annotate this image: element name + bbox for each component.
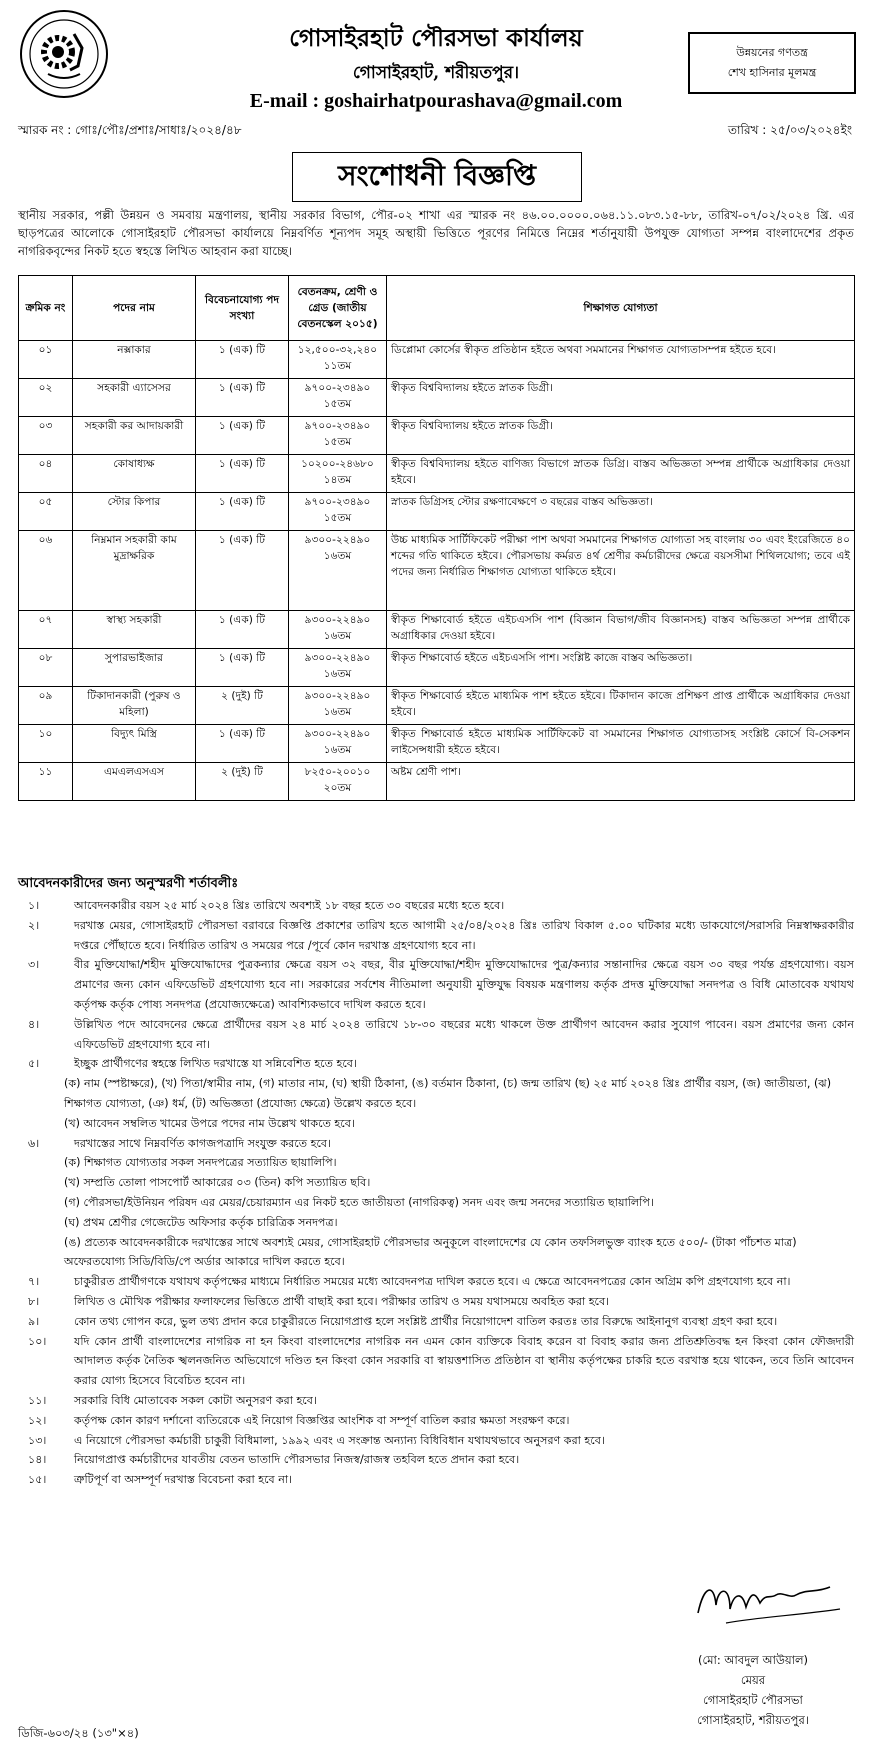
- term-text: ইচ্ছুক প্রার্থীগণের স্বহস্তে লিখিত দরখাস্তে যা সন্নিবেশিত হতে হবে।: [74, 1057, 357, 1071]
- post-name-cell: সহকারী কর আদায়কারী: [73, 417, 196, 455]
- post-name-cell: টিকাদানকারী (পুরুষ ও মহিলা): [73, 687, 196, 725]
- pay-range: ৯৩০০-২২৪৯০: [304, 690, 371, 702]
- serial-cell: ০৩: [19, 417, 73, 455]
- term-number: ১২।: [28, 1413, 47, 1427]
- post-name-cell: নক্সাকার: [73, 341, 196, 379]
- mayor-name: (মো: আবদুল আউয়াল): [697, 1653, 809, 1667]
- term-number: ১৪।: [28, 1453, 47, 1467]
- qualification-cell: উচ্চ মাধ্যমিক সার্টিফিকেট পরীক্ষা পাশ অথবা সমমানের শিক্ষাগত যোগ্যতা সহ বাংলায় ৩০ এবং ইংরেজিতে ৪০ শব্দের গতি থাকিতে হইবে। পৌরসভায় কর্মরত ৪র্থ শ্রেণীর কর্মচারীদের ক্ষেত্রে বয়সসীমা শিথিলযোগ্য; তবে এই পদের জন্য নির্ধারিত শিক্ষাগত যোগ্যতা থাকিতে হইবে।: [387, 531, 855, 611]
- grade: ১৬তম: [323, 744, 352, 756]
- pay-scale-cell: [289, 687, 387, 725]
- grade: ১৬তম: [323, 668, 352, 680]
- term-item: [18, 1272, 854, 1292]
- pay-scale-cell: [289, 341, 387, 379]
- term-item: [18, 916, 854, 956]
- terms-title: আবেদনকারীদের জন্য অনুস্মরণী শর্তাবলীঃ: [18, 876, 239, 891]
- term-sub-item: (ঘ) প্রথম শ্রেণীর গেজেটেড অফিসার কর্তৃক চারিত্রিক সনদপত্র।: [64, 1215, 338, 1229]
- memo-reference: স্মারক নং : গোঃ/পৌঃ/প্রশাঃ/সাধাঃ/২০২৪/৪৮: [18, 123, 242, 137]
- term-text: ত্রুটিপূর্ণ বা অসম্পূর্ণ দরখাস্ত বিবেচনা করা হবে না।: [74, 1473, 293, 1487]
- motto-line-1: উন্নয়নের গণতন্ত্র: [736, 46, 808, 59]
- signature-block: [648, 1650, 858, 1730]
- term-item: [18, 955, 854, 1014]
- pay-range: ১০২০০-২৪৬৮০: [301, 458, 374, 470]
- post-name-cell: সহকারী এ্যাসেসর: [73, 379, 196, 417]
- motto-box: [688, 32, 856, 94]
- serial-cell: ০৬: [19, 531, 73, 611]
- term-sub-item: (গ) পৌরসভা/ইউনিয়ন পরিষদ এর মেয়র/চেয়ারম্যান এর নিকট হতে জাতীয়তা (নাগরিকত্ব) সনদ এবং জন্ম সনদের সত্যায়িত ছায়ালিপি।: [64, 1195, 654, 1209]
- memo-date: তারিখ : ২৫/০৩/২০২৪ইং: [728, 123, 852, 137]
- vacancy-table: [18, 275, 855, 801]
- pay-range: ৯৩০০-২২৪৯০: [304, 534, 371, 546]
- pay-scale-cell: [289, 763, 387, 801]
- mayor-address: গোসাইরহাট, শরীয়তপুর।: [697, 1713, 809, 1727]
- pay-range: ৯৭০০-২৩৪৯০: [304, 382, 371, 394]
- serial-cell: ০২: [19, 379, 73, 417]
- mayor-designation: মেয়র: [740, 1673, 766, 1687]
- term-item: [18, 1411, 854, 1431]
- pay-scale-cell: [289, 493, 387, 531]
- term-text: সরকারি বিধি মোতাবেক সকল কোটা অনুসরণ করা হবে।: [74, 1393, 317, 1407]
- post-count-cell: ১ (এক) টি: [196, 611, 289, 649]
- table-row: [19, 531, 855, 611]
- qualification-cell: স্নাতক ডিগ্রিসহ স্টোর রক্ষণাবেক্ষণে ৩ বছরের বাস্তব অভিজ্ঞতা।: [387, 493, 855, 531]
- term-sub-item: (খ) সম্প্রতি তোলা পাসপোর্ট আকারের ০৩ (তিন) কপি সত্যায়িত ছবি।: [64, 1176, 371, 1190]
- term-text: লিখিত ও মৌখিক পরীক্ষার ফলাফলের ভিত্তিতে প্রার্থী বাছাই করা হবে। পরীক্ষার তারিখ ও সময় যথাসময়ে অবহিত করা হবে।: [74, 1294, 610, 1308]
- pay-scale-cell: [289, 531, 387, 611]
- term-item: [18, 1450, 854, 1470]
- post-name-cell: সুপারভাইজার: [73, 649, 196, 687]
- post-count-cell: ১ (এক) টি: [196, 417, 289, 455]
- serial-cell: ০৭: [19, 611, 73, 649]
- term-number: ৫।: [28, 1057, 40, 1071]
- post-count-cell: ১ (এক) টি: [196, 649, 289, 687]
- grade: ১৬তম: [323, 630, 352, 642]
- table-row: [19, 493, 855, 531]
- post-count-cell: ২ (দুই) টি: [196, 763, 289, 801]
- term-text: যদি কোন প্রার্থী বাংলাদেশের নাগরিক না হন কিংবা বাংলাদেশের নাগরিক নন এমন কোন ব্যক্তিকে বিবাহ করেন বা বিবাহ করার জন্য প্রতিশ্রুতিবদ্ধ হন কিংবা কোন ফৌজদারী আদালত কর্তৃক নৈতিক স্খলনজনিত অভিযোগে দণ্ডিত হন কিংবা কোন সরকারি বা স্বায়ত্তশাসিত প্রতিষ্ঠান বা স্থানীয় কর্তৃপক্ষের চাকরি হতে বরখাস্ত হয়ে থাকেন, তবে তিনি আবেদন করার যোগ্য হিসেবে বিবেচিত হবেন না।: [74, 1334, 854, 1388]
- pay-scale-cell: [289, 649, 387, 687]
- pay-range: ৯৩০০-২২৪৯০: [304, 652, 371, 664]
- intro-paragraph: স্থানীয় সরকার, পল্লী উন্নয়ন ও সমবায় মন্ত্রণালয়, স্থানীয় সরকার বিভাগ, পৌর-০২ শাখা এর স্মারক নং ৪৬.০০.০০০০.০৬৪.১১.০৮৩.১৫-৮৮, তারিখ-০৭/০২/২০২৪ খ্রি. এর ছাড়পত্রের আলোকে গোসাইরহাট পৌরসভা কার্যালয়ে নিম্নবর্ণিত শূন্যপদ সমূহ অস্থায়ী ভিত্তিতে পূরণের নিমিত্তে নিম্নের শর্তানুযায়ী উপযুক্ত যোগ্যতা সম্পন্ন বাংলাদেশের প্রকৃত নাগরিকবৃন্দের নিকট হতে স্বহস্তে লিখিত আহবান করা যাচ্ছে।: [18, 208, 854, 258]
- pay-scale-cell: [289, 455, 387, 493]
- term-item: [18, 1054, 854, 1074]
- grade: ১৫তম: [323, 398, 352, 410]
- pay-range: ১২,৫০০-৩২,২৪০: [297, 344, 378, 356]
- term-item: [18, 896, 854, 916]
- term-text: উল্লিখিত পদে আবেদনের ক্ষেত্রে প্রার্থীদের বয়স ২৪ মার্চ ২০২৪ তারিখে ১৮-৩০ বছরের মধ্যে থাকলে উক্ত প্রার্থীগণ আবেদন করার সুযোগ পাবেন। বয়স প্রমাণের জন্য কোন এফিডেভিট গ্রহণযোগ্য হবে না।: [74, 1017, 854, 1051]
- grade: ১৫তম: [323, 436, 352, 448]
- term-number: ১।: [28, 899, 40, 912]
- serial-cell: ০৪: [19, 455, 73, 493]
- mayor-signature-icon: [690, 1565, 855, 1635]
- grade: ২০তম: [323, 782, 352, 794]
- serial-cell: ০১: [19, 341, 73, 379]
- term-text: কোন তথ্য গোপন করে, ভুল তথ্য প্রদান করে চাকুরীরতে নিয়োগপ্রাপ্ত হলে সংশ্লিষ্ট প্রার্থীর নিয়োগাদেশ বাতিল করতঃ তার বিরুদ্ধে আইনানুগ ব্যবস্থা গ্রহণ করা হবে।: [74, 1314, 778, 1328]
- serial-cell: ১০: [19, 725, 73, 763]
- term-number: ১৫।: [28, 1473, 47, 1487]
- term-number: ৬।: [28, 1136, 40, 1150]
- pay-range: ৯৭০০-২৩৪৯০: [304, 420, 371, 432]
- term-sub-item: (ক) নাম (স্পষ্টাক্ষরে), (খ) পিতা/স্বামীর নাম, (গ) মাতার নাম, (ঘ) স্থায়ী ঠিকানা, (ঙ) বর্তমান ঠিকানা, (চ) জন্ম তারিখ (ছ) ২৫ মার্চ ২০২৪ খ্রিঃ প্রার্থীর বয়স, (জ) জাতীয়তা, (ঝ) শিক্ষাগত যোগ্যতা, (ঞ) ধর্ম, (ট) অভিজ্ঞতা (প্রযোজ্য ক্ষেত্রে) উল্লেখ করতে হবে।: [64, 1077, 832, 1110]
- print-code: ডিজি-৬০৩/২৪ (১৩"×৪): [18, 1726, 139, 1740]
- term-number: ৩।: [28, 958, 40, 972]
- header-serial: ক্রমিক নং: [19, 276, 73, 341]
- serial-cell: ০৮: [19, 649, 73, 687]
- office-title: গোসাইরহাট পৌরসভা কার্যালয়: [289, 23, 583, 52]
- post-count-cell: ১ (এক) টি: [196, 379, 289, 417]
- term-text: বীর মুক্তিযোদ্ধা/শহীদ মুক্তিযোদ্ধাদের পুত্রকন্যার ক্ষেত্রে বয়স ৩২ বছর, বীর মুক্তিযোদ্ধা/শহীদ মুক্তিযোদ্ধাদের পুত্র/কন্যার সন্তানাদির ক্ষেত্রে বয়স ৩০ বছর পর্যন্ত গ্রহণযোগ্য। বয়স প্রমাণের জন্য কোন এফিডেভিট গ্রহণযোগ্য হবে না। সরকারের সর্বশেষ নীতিমালা অনুযায়ী মুক্তিযুদ্ধ বিষয়ক মন্ত্রণালয় কর্তৃক প্রদত্ত মুক্তিযোদ্ধা সনদপত্র ও বিধি মোতাবেক যথাযথ কর্তৃপক্ষ কর্তৃক পোষ্য সনদপত্র (প্রযোজ্যক্ষেত্রে) আবশ্যিকভাবে দাখিল করতে হবে।: [74, 958, 854, 1011]
- serial-cell: ১১: [19, 763, 73, 801]
- qualification-cell: স্বীকৃত শিক্ষাবোর্ড হইতে মাধ্যমিক সার্টিফিকেট বা সমমানের শিক্ষাগত যোগ্যতাসহ সংশ্লিষ্ট কোর্সে বি-সেকশন লাইসেন্সধারী হইতে হইবে।: [387, 725, 855, 763]
- grade: ১৫তম: [323, 512, 352, 524]
- pay-scale-cell: [289, 379, 387, 417]
- term-item: [18, 1312, 854, 1332]
- office-email: E-mail : goshairhatpourashava@gmail.com: [249, 90, 623, 112]
- table-row: [19, 341, 855, 379]
- term-number: ৭।: [28, 1275, 40, 1289]
- post-name-cell: বিদ্যুৎ মিস্ত্রি: [73, 725, 196, 763]
- table-row: [19, 379, 855, 417]
- term-text: এ নিয়োগে পৌরসভা কর্মচারী চাকুরী বিধিমালা, ১৯৯২ এবং এ সংক্রান্ত অন্যান্য বিধিবিধান যথাযথভাবে অনুসরণ করা হবে।: [74, 1433, 605, 1447]
- pay-range: ৯৩০০-২২৪৯০: [304, 728, 371, 740]
- pay-range: ৯৭০০-২৩৪৯০: [304, 496, 371, 508]
- pay-scale-cell: [289, 611, 387, 649]
- table-row: [19, 417, 855, 455]
- term-item: [18, 1431, 854, 1451]
- grade: ১১তম: [323, 360, 352, 372]
- qualification-cell: স্বীকৃত বিশ্ববিদ্যালয় হইতে বাণিজ্য বিভাগে স্নাতক ডিগ্রি। বাস্তব অভিজ্ঞতা সম্পন্ন প্রার্থীকে অগ্রাধিকার দেওয়া হইবে।: [387, 455, 855, 493]
- term-text: দরখাস্তের সাথে নিম্নবর্ণিত কাগজপত্রাদি সংযুক্ত করতে হবে।: [74, 1136, 332, 1150]
- term-item: [18, 1134, 854, 1154]
- term-number: ৮।: [28, 1294, 40, 1308]
- term-sub-item: (ঙ) প্রত্যেক আবেদনকারীকে দরখাস্তের সাথে অবশ্যই মেয়র, গোসাইরহাট পৌরসভার অনুকূলে বাংলাদেশের যে কোন তফসিলভুক্ত ব্যাংক হতে ৫০০/- (টাকা পাঁচশত মাত্র) অফেরতযোগ্য সিডি/বিডি/পে অর্ডার আকারে দাখিল করতে হবে।: [64, 1235, 797, 1269]
- serial-cell: ০৯: [19, 687, 73, 725]
- grade: ১৪তম: [323, 474, 352, 486]
- post-name-cell: স্টোর কিপার: [73, 493, 196, 531]
- term-sub-item: (ক) শিক্ষাগত যোগ্যতার সকল সনদপত্রের সত্যায়িত ছায়ালিপি।: [64, 1156, 337, 1170]
- header-post: পদের নাম: [73, 276, 196, 341]
- term-item: [18, 1292, 854, 1312]
- term-item: [18, 1332, 854, 1391]
- notice-title: সংশোধনী বিজ্ঞপ্তি: [292, 152, 582, 202]
- post-count-cell: ২ (দুই) টি: [196, 687, 289, 725]
- term-item: [18, 1015, 854, 1055]
- post-name-cell: স্বাস্থ্য সহকারী: [73, 611, 196, 649]
- serial-cell: ০৫: [19, 493, 73, 531]
- term-number: ৪।: [28, 1017, 40, 1031]
- post-count-cell: ১ (এক) টি: [196, 341, 289, 379]
- post-name-cell: কোষাধ্যক্ষ: [73, 455, 196, 493]
- header-qualification: শিক্ষাগত যোগ্যতা: [387, 276, 855, 341]
- table-row: [19, 611, 855, 649]
- qualification-cell: স্বীকৃত শিক্ষাবোর্ড হইতে এইচএসসি পাশ। সংশ্লিষ্ট কাজে বাস্তব অভিজ্ঞতা।: [387, 649, 855, 687]
- post-count-cell: ১ (এক) টি: [196, 531, 289, 611]
- office-address: গোসাইরহাট, শরীয়তপুর।: [352, 63, 520, 83]
- post-name-cell: এমএলএসএস: [73, 763, 196, 801]
- term-item: [18, 1470, 854, 1490]
- table-row: [19, 687, 855, 725]
- motto-line-2: শেখ হাসিনার মূলমন্ত্র: [727, 66, 817, 79]
- grade: ১৬তম: [323, 550, 352, 562]
- post-name-cell: নিম্নমান সহকারী কাম মুদ্রাক্ষরিক: [73, 531, 196, 611]
- term-number: ২।: [28, 918, 40, 932]
- term-text: আবেদনকারীর বয়স ২৫ মার্চ ২০২৪ খ্রিঃ তারিখে অবশ্যই ১৮ বছর হতে ৩০ বছরের মধ্যে হতে হবে।: [74, 899, 505, 912]
- table-row: [19, 763, 855, 801]
- table-header-row: [19, 276, 855, 341]
- grade: ১৬তম: [323, 706, 352, 718]
- qualification-cell: স্বীকৃত বিশ্ববিদ্যালয় হইতে স্নাতক ডিগ্রী।: [387, 417, 855, 455]
- table-row: [19, 725, 855, 763]
- pay-scale-cell: [289, 725, 387, 763]
- table-row: [19, 455, 855, 493]
- term-text: চাকুরীরত প্রার্থীগণকে যথাযথ কর্তৃপক্ষের মাধ্যমে নির্ধারিত সময়ের মধ্যে আবেদনপত্র দাখিল করতে হবে। এ ক্ষেত্রে আবেদনপত্রের কোন অগ্রিম কপি গ্রহণযোগ্য হবে না।: [74, 1275, 791, 1289]
- term-item: [18, 1391, 854, 1411]
- term-text: কর্তৃপক্ষ কোন কারণ দর্শানো ব্যতিরেকে এই নিয়োগ বিজ্ঞপ্তির আংশিক বা সম্পূর্ণ বাতিল করার ক্ষমতা সংরক্ষণ করে।: [74, 1413, 570, 1427]
- qualification-cell: স্বীকৃত শিক্ষাবোর্ড হইতে এইচএসসি পাশ (বিজ্ঞান বিভাগ/জীব বিজ্ঞানসহ) বাস্তব অভিজ্ঞতা সম্পন্ন প্রার্থীকে অগ্রাধিকার দেওয়া হইবে।: [387, 611, 855, 649]
- term-sub-item: (খ) আবেদন সম্বলিত খামের উপরে পদের নাম উল্লেখ থাকতে হবে।: [64, 1116, 355, 1130]
- qualification-cell: স্বীকৃত বিশ্ববিদ্যালয় হইতে স্নাতক ডিগ্রী।: [387, 379, 855, 417]
- pay-range: ৮২৫০-২০০১০: [304, 766, 371, 778]
- term-text: দরখাস্ত মেয়র, গোসাইরহাট পৌরসভা বরাবরে বিজ্ঞপ্তি প্রকাশের তারিখ হতে আগামী ২৫/০৪/২০২৪ খ্রিঃ তারিখ বিকাল ৫.০০ ঘটিকার মধ্যে ডাকযোগে/সরাসরি নিম্নস্বাক্ষরকারীর দপ্তরে পৌঁছাতে হবে। নির্ধারিত তারিখ ও সময়ের পরে /পূর্বে কোন দরখাস্ত গ্রহণযোগ্য হবে না।: [74, 918, 854, 952]
- term-number: ১১।: [28, 1393, 47, 1407]
- qualification-cell: স্বীকৃত শিক্ষাবোর্ড হইতে মাধ্যমিক পাশ হইতে হইবে। টিকাদান কাজে প্রশিক্ষণ প্রাপ্ত প্রার্থীকে অগ্রাধিকার দেওয়া হইবে।: [387, 687, 855, 725]
- header-pay-scale: বেতনক্রম, শ্রেণী ও গ্রেড (জাতীয় বেতনস্কেল ২০১৫): [289, 276, 387, 341]
- mayor-office: গোসাইরহাট পৌরসভা: [703, 1693, 803, 1707]
- pay-range: ৯৩০০-২২৪৯০: [304, 614, 371, 626]
- term-number: ১৩।: [28, 1433, 47, 1447]
- term-number: ৯।: [28, 1314, 40, 1328]
- term-number: ১০।: [28, 1334, 47, 1348]
- header-count: বিবেচনাযোগ্য পদ সংখ্যা: [196, 276, 289, 341]
- post-count-cell: ১ (এক) টি: [196, 455, 289, 493]
- table-row: [19, 649, 855, 687]
- term-text: নিয়োগপ্রাপ্ত কর্মচারীদের যাবতীয় বেতন ভাতাদি পৌরসভার নিজস্ব/রাজস্ব তহবিল হতে প্রদান করা হবে।: [74, 1453, 520, 1467]
- post-count-cell: ১ (এক) টি: [196, 725, 289, 763]
- terms-list: [18, 896, 854, 1490]
- qualification-cell: অষ্টম শ্রেণী পাশ।: [387, 763, 855, 801]
- qualification-cell: ডিপ্লোমা কোর্সের স্বীকৃত প্রতিষ্ঠান হইতে অথবা সমমানের শিক্ষাগত যোগ্যতাসম্পন্ন হইতে হবে।: [387, 341, 855, 379]
- post-count-cell: ১ (এক) টি: [196, 493, 289, 531]
- pay-scale-cell: [289, 417, 387, 455]
